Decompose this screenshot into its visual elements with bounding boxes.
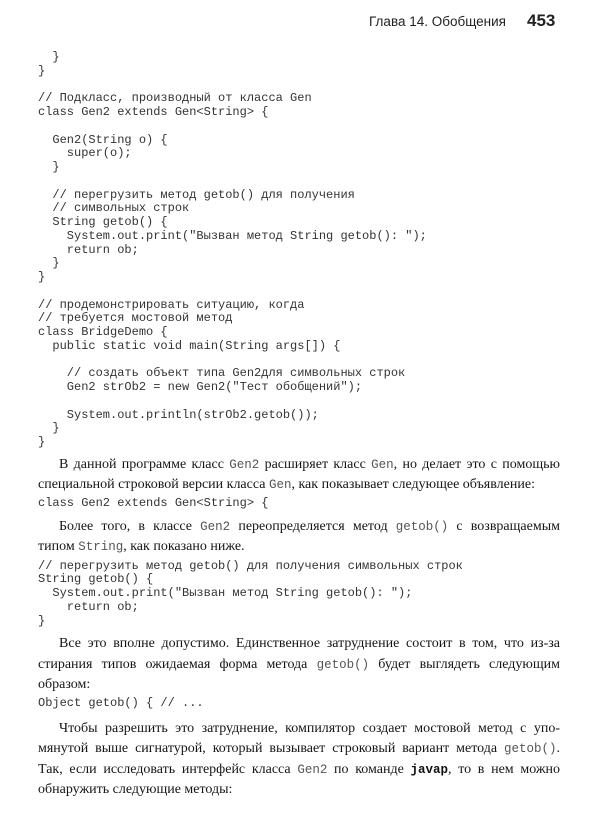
paragraph-line xyxy=(38,475,560,495)
code-line: } xyxy=(38,421,60,436)
code-line: Gen2(String o) { xyxy=(38,132,168,147)
code-line: } xyxy=(38,50,60,64)
code-line: // продемонстрировать ситуацию, когда xyxy=(38,297,305,312)
text-run: , то в нем можно xyxy=(448,761,561,777)
paragraph-line xyxy=(38,739,560,759)
code-line: } xyxy=(38,160,60,174)
page-number: 453 xyxy=(527,11,556,30)
inline-code: Gen2 xyxy=(229,457,260,472)
inline-code: Gen2 xyxy=(297,762,328,777)
code-line: // требуется мостовой метод xyxy=(38,311,233,326)
inline-code: Gen xyxy=(268,478,292,493)
body-paragraph xyxy=(38,517,560,558)
code-line: System.out.println(strOb2.getob()); xyxy=(38,407,319,422)
text-run: расширяет класс xyxy=(259,456,372,472)
code-line: // перегрузить метод getob() для получения символьных строк xyxy=(38,558,463,573)
code-line: System.out.print("Вызван метод String getob(): "); xyxy=(38,228,427,243)
inline-code: Gen2 xyxy=(200,520,231,535)
paragraph-line xyxy=(38,780,560,800)
text-run: Все это вполне допустимо. Единственное затруднение состоит в том, что из-за xyxy=(59,636,560,652)
code-line: } xyxy=(38,435,46,449)
code-line: } xyxy=(38,270,46,284)
text-run: Более того, в классе xyxy=(59,519,201,535)
paragraph-line xyxy=(38,655,560,675)
code-line: String getob() { xyxy=(38,215,168,229)
text-run: обнаружить следующие методы: xyxy=(38,781,233,797)
inline-command: javap xyxy=(410,762,449,777)
body-paragraph xyxy=(38,455,560,496)
text-run: Так, если исследовать интерфейс класса xyxy=(38,761,298,777)
paragraph-line xyxy=(38,760,560,780)
paragraph-line xyxy=(38,719,560,739)
code-line: return ob; xyxy=(38,242,139,257)
text-run: , но делает это с помощью xyxy=(393,456,560,472)
text-run: переопределяется метод xyxy=(230,519,396,535)
text-run: Чтобы разрешить это затруднение, компилятор создает мостовой метод с упо- xyxy=(59,721,560,737)
code-line: } xyxy=(38,63,46,78)
code-listing xyxy=(38,560,562,629)
code-line: // перегрузить метод getob() для получения xyxy=(38,187,355,202)
code-listing xyxy=(38,51,562,450)
paragraph-line xyxy=(38,455,560,475)
code-line: class Gen2 extends Gen<String> { xyxy=(38,496,269,511)
inline-code: Gen xyxy=(371,457,394,472)
text-run: образом: xyxy=(38,677,91,693)
text-run: по команде xyxy=(327,761,411,777)
code-line: Object getob() { // ... xyxy=(38,696,204,711)
text-run: . xyxy=(556,741,560,757)
code-line: } xyxy=(38,256,60,271)
inline-code: getob() xyxy=(503,742,557,757)
code-listing xyxy=(38,497,562,511)
text-run: будет выглядеть следующим xyxy=(369,656,560,672)
code-line: String getob() { xyxy=(38,572,154,587)
text-run: типом xyxy=(38,539,79,555)
text-run: специальной строковой версии класса xyxy=(38,477,269,493)
body-paragraph xyxy=(38,719,560,800)
body-paragraph xyxy=(38,634,560,695)
text-run: , как показывает следующее объявление: xyxy=(291,477,535,493)
text-run: стирания типов ожидаемая форма метода xyxy=(38,656,317,672)
paragraph-line xyxy=(38,537,560,557)
code-line: class BridgeDemo { xyxy=(38,325,168,339)
text-run: , как показано ниже. xyxy=(123,539,245,555)
text-run: с возвращаемым xyxy=(448,519,560,535)
code-line: // создать объект типа Gen2для символьных строк xyxy=(38,366,406,381)
code-line: // Подкласс, производный от класса Gen xyxy=(38,91,312,106)
code-line: System.out.print("Вызван метод String getob(): "); xyxy=(38,586,413,601)
text-run: мянутой выше сигнатурой, который вызывает строковый вариант метода xyxy=(38,741,504,757)
code-line: return ob; xyxy=(38,599,139,614)
code-line: // символьных строк xyxy=(38,201,190,216)
paragraph-line xyxy=(38,634,560,654)
code-line: Gen2 strOb2 = new Gen2("Тест обобщений"); xyxy=(38,380,363,394)
paragraph-line xyxy=(38,675,560,695)
code-line: class Gen2 extends Gen<String> { xyxy=(38,105,269,119)
code-line: public static void main(String args[]) { xyxy=(38,338,341,353)
inline-code: getob() xyxy=(395,520,449,535)
running-header-chapter: Глава 14. Обобщения xyxy=(369,14,506,29)
inline-code: String xyxy=(78,540,124,555)
page-content xyxy=(38,51,562,800)
code-listing xyxy=(38,697,562,711)
code-line: super(o); xyxy=(38,146,132,161)
text-run: В данной программе класс xyxy=(59,456,230,472)
code-line: } xyxy=(38,613,46,628)
inline-code: getob() xyxy=(316,657,370,672)
paragraph-line xyxy=(38,517,560,537)
